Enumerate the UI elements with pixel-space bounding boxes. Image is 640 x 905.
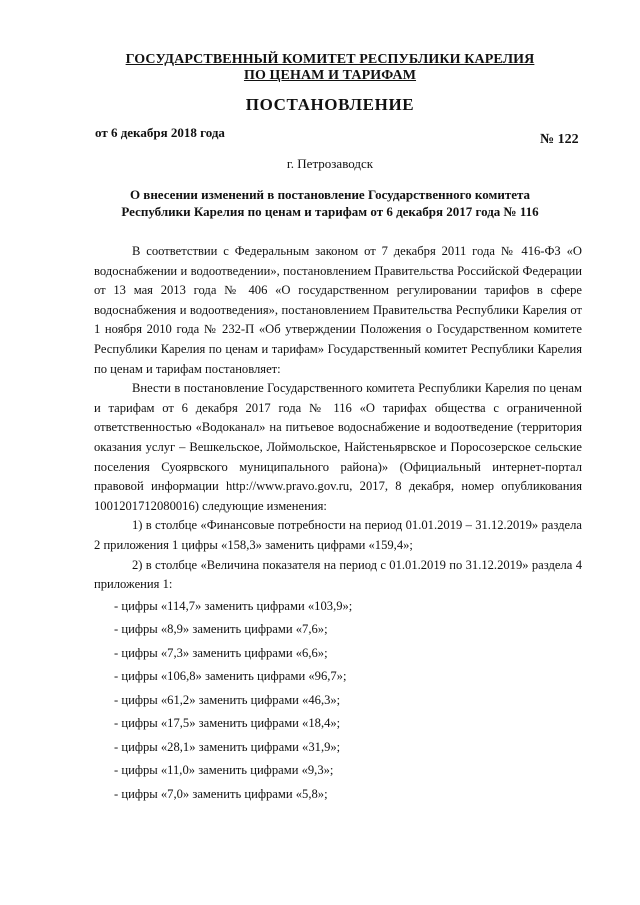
document-type-title: ПОСТАНОВЛЕНИЕ: [245, 95, 415, 114]
issuer-line-2: ПО ЦЕНАМ И ТАРИФАМ: [243, 68, 417, 83]
list-item: - цифры «114,7» заменить цифрами «103,9»;: [114, 598, 353, 613]
list-item: - цифры «11,0» заменить цифрами «9,3»;: [114, 763, 334, 778]
subject-line-2: Республики Карелия по ценам и тарифам от 6 декабря 2017 года № 116: [121, 204, 539, 219]
issuer-header: [60, 52, 600, 84]
list-item: - цифры «106,8» заменить цифрами «96,7»;: [114, 669, 347, 684]
paragraph-preamble: В соответствии с Федеральным законом от 7 декабря 2011 года № 416-ФЗ «О водоснабжении и водоотведении», постановлением Правительства Российской Федерации от 13 мая 2013 года № 406 «О государственном регулировании тарифов в сфере водоснабжения и водоотведения», постановлением Правительства Республики Карелия от 1 ноября 2010 года № 232-П «Об утверждении Положения о Государственном комитете Республики Карелия по ценам и тарифам» Государственный комитет Республики Карелия по ценам и тарифам постановляет:: [94, 244, 582, 376]
list-item: - цифры «61,2» заменить цифрами «46,3»;: [114, 692, 341, 707]
replacement-list: [94, 595, 582, 807]
document-city: г. Петрозаводск: [286, 156, 374, 171]
list-item: - цифры «17,5» заменить цифрами «18,4»;: [114, 716, 341, 731]
list-item: - цифры «7,3» заменить цифрами «6,6»;: [114, 645, 328, 660]
document-subject: [60, 186, 600, 220]
document-body: [94, 242, 582, 806]
document-date: от 6 декабря 2018 года: [95, 125, 225, 140]
list-item: - цифры «28,1» заменить цифрами «31,9»;: [114, 739, 341, 754]
paragraph-resolution: Внести в постановление Государственного комитета Республики Карелия по ценам и тарифам от 6 декабря 2017 года № 116 «О тарифах общества с ограниченной ответственностью «Водоканал» на питьевое водоснабжение и водоотведение (территория оказания услуг – Вешкельское, Лоймольское, Найстеньярвское и Поросозерское сельские поселения Суоярвского муниципального района)» (Официальный интернет-портал правовой информации http://www.pravo.gov.ru, 2017, 8 декабря, номер опубликования 1001201712080016) следующие изменения:: [94, 381, 582, 513]
issuer-line-1: ГОСУДАРСТВЕННЫЙ КОМИТЕТ РЕСПУБЛИКИ КАРЕЛИЯ: [125, 52, 535, 67]
subject-line-1: О внесении изменений в постановление Государственного комитета: [129, 187, 531, 202]
list-item: - цифры «7,0» заменить цифрами «5,8»;: [114, 786, 328, 801]
list-item: - цифры «8,9» заменить цифрами «7,6»;: [114, 622, 328, 637]
document-number: № 122: [540, 132, 579, 147]
paragraph-change-1: 1) в столбце «Финансовые потребности на период 01.01.2019 – 31.12.2019» раздела 2 приложения 1 цифры «158,3» заменить цифрами «159,4»;: [94, 518, 582, 552]
paragraph-change-2: 2) в столбце «Величина показателя на период с 01.01.2019 по 31.12.2019» раздела 4 приложения 1:: [94, 557, 582, 592]
